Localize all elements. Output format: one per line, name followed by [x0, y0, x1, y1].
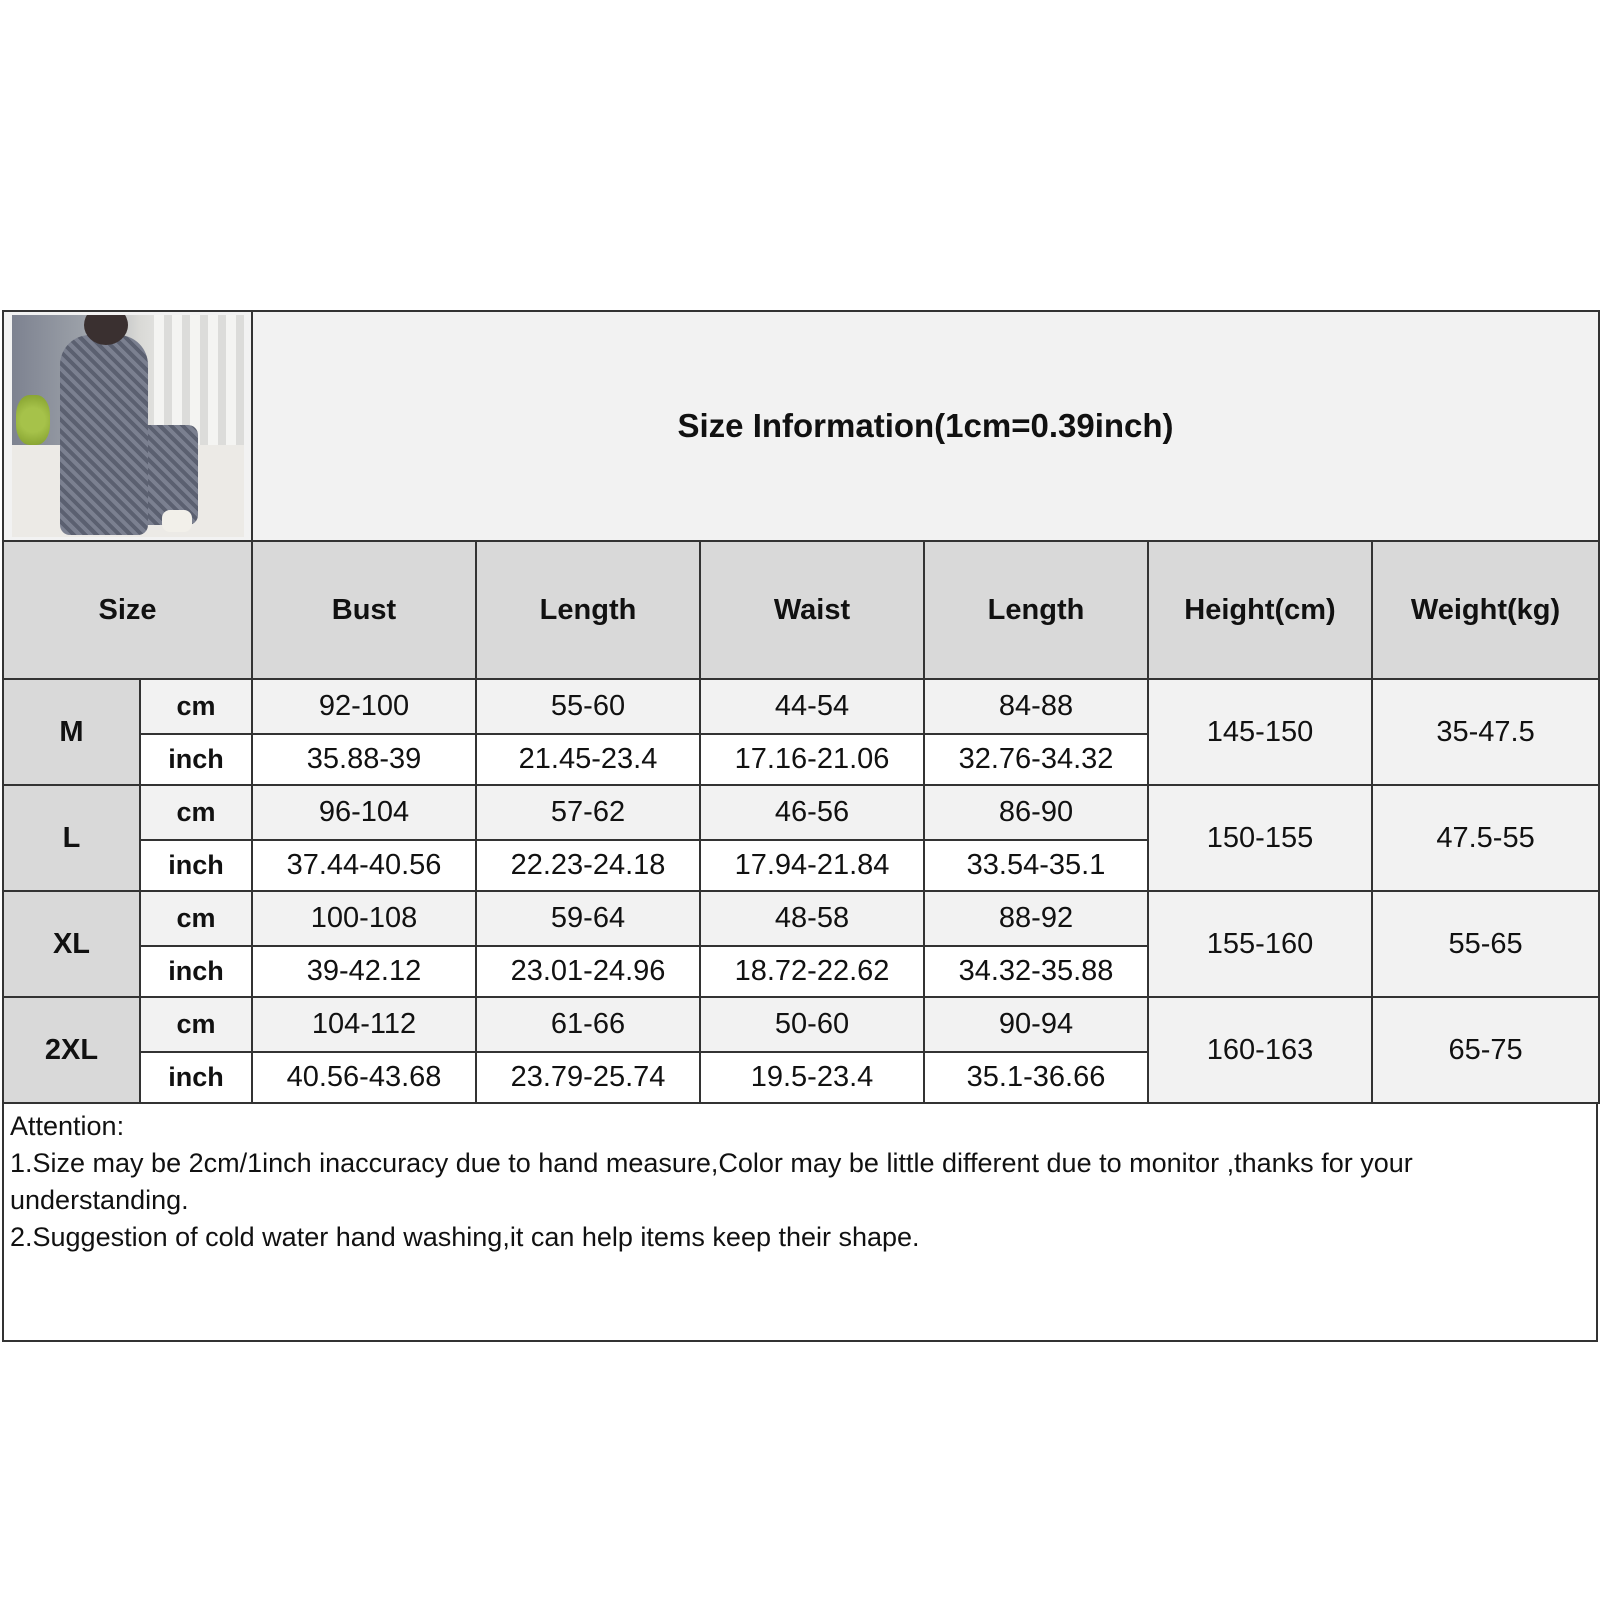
header-bust: Bust — [252, 541, 476, 679]
size-label: M — [3, 679, 140, 785]
size-rows — [3, 679, 1599, 1103]
cm-value-cell: 84-88 — [924, 679, 1148, 734]
unit-cm-label: cm — [140, 997, 252, 1052]
cm-value-cell: 88-92 — [924, 891, 1148, 946]
header-top-length: Length — [476, 541, 700, 679]
size-label: L — [3, 785, 140, 891]
cm-value-cell: 90-94 — [924, 997, 1148, 1052]
cm-value-cell: 86-90 — [924, 785, 1148, 840]
cm-value-cell: 48-58 — [700, 891, 924, 946]
inch-value-cell: 35.88-39 — [252, 734, 476, 785]
cm-value-cell: 96-104 — [252, 785, 476, 840]
size-label: 2XL — [3, 997, 140, 1103]
pajama-model-photo-icon — [12, 315, 244, 537]
inch-value-cell: 39-42.12 — [252, 946, 476, 997]
unit-inch-label: inch — [140, 734, 252, 785]
size-label: XL — [3, 891, 140, 997]
unit-cm-label: cm — [140, 785, 252, 840]
cm-value-cell: 92-100 — [252, 679, 476, 734]
inch-value-cell: 19.5-23.4 — [700, 1052, 924, 1103]
inch-value-cell: 23.79-25.74 — [476, 1052, 700, 1103]
cm-value-cell: 44-54 — [700, 679, 924, 734]
header-size: Size — [3, 541, 252, 679]
table-row — [3, 891, 1599, 946]
weight-cell: 35-47.5 — [1372, 679, 1599, 785]
table-row — [3, 679, 1599, 734]
inch-value-cell: 17.16-21.06 — [700, 734, 924, 785]
header-height: Height(cm) — [1148, 541, 1372, 679]
inch-value-cell: 18.72-22.62 — [700, 946, 924, 997]
cm-value-cell: 55-60 — [476, 679, 700, 734]
inch-value-cell: 17.94-21.84 — [700, 840, 924, 891]
size-chart — [2, 310, 1598, 1362]
height-cell: 160-163 — [1148, 997, 1372, 1103]
cm-value-cell: 104-112 — [252, 997, 476, 1052]
cm-value-cell: 61-66 — [476, 997, 700, 1052]
cm-value-cell: 50-60 — [700, 997, 924, 1052]
inch-value-cell: 37.44-40.56 — [252, 840, 476, 891]
size-table — [2, 310, 1600, 1104]
notes-heading: Attention: — [10, 1111, 125, 1141]
chart-title: Size Information(1cm=0.39inch) — [252, 311, 1599, 541]
title-row — [3, 311, 1599, 541]
inch-value-cell: 23.01-24.96 — [476, 946, 700, 997]
inch-value-cell: 35.1-36.66 — [924, 1052, 1148, 1103]
height-cell: 155-160 — [1148, 891, 1372, 997]
product-photo-cell — [3, 311, 252, 541]
unit-inch-label: inch — [140, 840, 252, 891]
inch-value-cell: 40.56-43.68 — [252, 1052, 476, 1103]
cm-value-cell: 57-62 — [476, 785, 700, 840]
inch-value-cell: 22.23-24.18 — [476, 840, 700, 891]
unit-cm-label: cm — [140, 679, 252, 734]
header-row — [3, 541, 1599, 679]
weight-cell: 47.5-55 — [1372, 785, 1599, 891]
cm-value-cell: 46-56 — [700, 785, 924, 840]
unit-inch-label: inch — [140, 946, 252, 997]
header-waist: Waist — [700, 541, 924, 679]
attention-notes — [2, 1104, 1598, 1342]
height-cell: 145-150 — [1148, 679, 1372, 785]
note-item: 2.Suggestion of cold water hand washing,it can help items keep their shape. — [10, 1222, 920, 1252]
height-cell: 150-155 — [1148, 785, 1372, 891]
header-pants-length: Length — [924, 541, 1148, 679]
weight-cell: 65-75 — [1372, 997, 1599, 1103]
unit-cm-label: cm — [140, 891, 252, 946]
weight-cell: 55-65 — [1372, 891, 1599, 997]
inch-value-cell: 34.32-35.88 — [924, 946, 1148, 997]
inch-value-cell: 21.45-23.4 — [476, 734, 700, 785]
unit-inch-label: inch — [140, 1052, 252, 1103]
table-row — [3, 997, 1599, 1052]
cm-value-cell: 59-64 — [476, 891, 700, 946]
cm-value-cell: 100-108 — [252, 891, 476, 946]
header-weight: Weight(kg) — [1372, 541, 1599, 679]
inch-value-cell: 33.54-35.1 — [924, 840, 1148, 891]
note-item: 1.Size may be 2cm/1inch inaccuracy due to hand measure,Color may be little different due to monitor ,thanks for your understanding. — [10, 1148, 1413, 1215]
table-row — [3, 785, 1599, 840]
inch-value-cell: 32.76-34.32 — [924, 734, 1148, 785]
